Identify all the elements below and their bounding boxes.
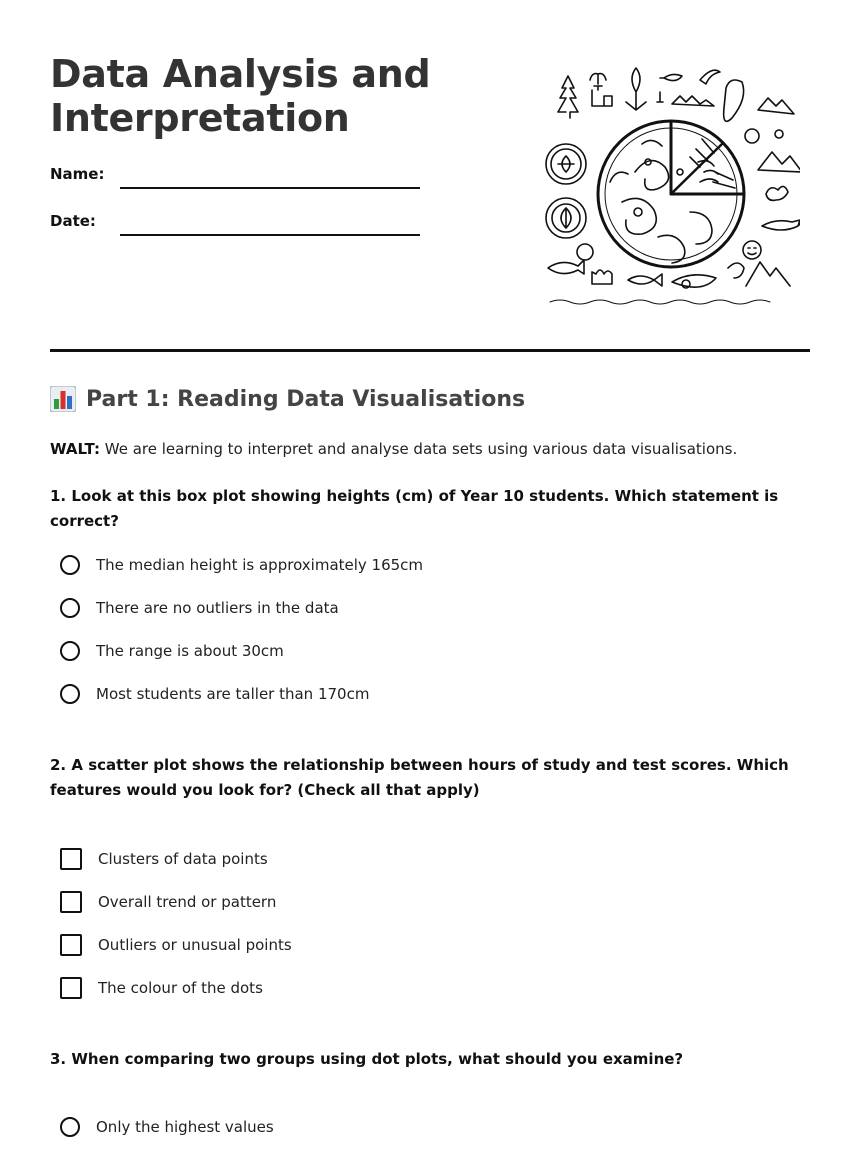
- bar-chart-icon: [50, 386, 76, 412]
- q2-option-1[interactable]: [60, 846, 268, 872]
- q2-option-4[interactable]: [60, 975, 263, 1001]
- option-label: Overall trend or pattern: [98, 893, 277, 911]
- option-label: There are no outliers in the data: [96, 599, 339, 617]
- question-3: 3. When comparing two groups using dot plots, what should you examine?: [50, 1050, 684, 1068]
- name-field[interactable]: [50, 165, 420, 195]
- option-label: Only the highest values: [96, 1118, 274, 1136]
- q1-option-1[interactable]: [60, 552, 423, 578]
- walt-text: We are learning to interpret and analyse data sets using various data visualisations.: [104, 440, 738, 458]
- date-write-line[interactable]: [120, 234, 420, 236]
- question-1: 1. Look at this box plot showing heights (cm) of Year 10 students. Which statement is correct?: [50, 487, 779, 530]
- checkbox[interactable]: [60, 891, 82, 913]
- option-label: The range is about 30cm: [96, 642, 284, 660]
- option-label: Outliers or unusual points: [98, 936, 292, 954]
- option-label: Most students are taller than 170cm: [96, 685, 370, 703]
- option-label: The colour of the dots: [98, 979, 263, 997]
- name-label: Name:: [50, 165, 105, 183]
- radio-button[interactable]: [60, 684, 80, 704]
- q2-option-2[interactable]: [60, 889, 276, 915]
- worksheet-page: [50, 0, 810, 1136]
- name-write-line[interactable]: [120, 187, 420, 189]
- worksheet-header: [50, 0, 810, 352]
- q1-option-4[interactable]: [60, 681, 369, 707]
- radio-button[interactable]: [60, 598, 80, 618]
- option-label: The median height is approximately 165cm: [96, 556, 424, 574]
- q3-option-1[interactable]: [60, 1114, 274, 1140]
- question-2: 2. A scatter plot shows the relationship between hours of study and test scores. Which features would you look for? (Check all that apply): [50, 756, 789, 799]
- q2-option-3[interactable]: [60, 932, 292, 958]
- option-label: Clusters of data points: [98, 850, 268, 868]
- q1-option-2[interactable]: [60, 595, 339, 621]
- date-field[interactable]: [50, 212, 420, 242]
- page-title: [50, 52, 470, 140]
- part1-heading: [50, 386, 525, 412]
- checkbox[interactable]: [60, 848, 82, 870]
- pie-chart-illustration: [540, 62, 800, 312]
- checkbox[interactable]: [60, 977, 82, 999]
- section-divider: [50, 349, 810, 352]
- radio-button[interactable]: [60, 641, 80, 661]
- walt-statement: [50, 440, 737, 458]
- title-line-1: Data Analysis and: [50, 52, 431, 96]
- radio-button[interactable]: [60, 1117, 80, 1137]
- part1-title: Part 1: Reading Data Visualisations: [86, 386, 526, 412]
- walt-label: WALT:: [50, 440, 100, 458]
- q1-option-3[interactable]: [60, 638, 284, 664]
- date-label: Date:: [50, 212, 96, 230]
- checkbox[interactable]: [60, 934, 82, 956]
- title-line-2: Interpretation: [50, 96, 350, 140]
- radio-button[interactable]: [60, 555, 80, 575]
